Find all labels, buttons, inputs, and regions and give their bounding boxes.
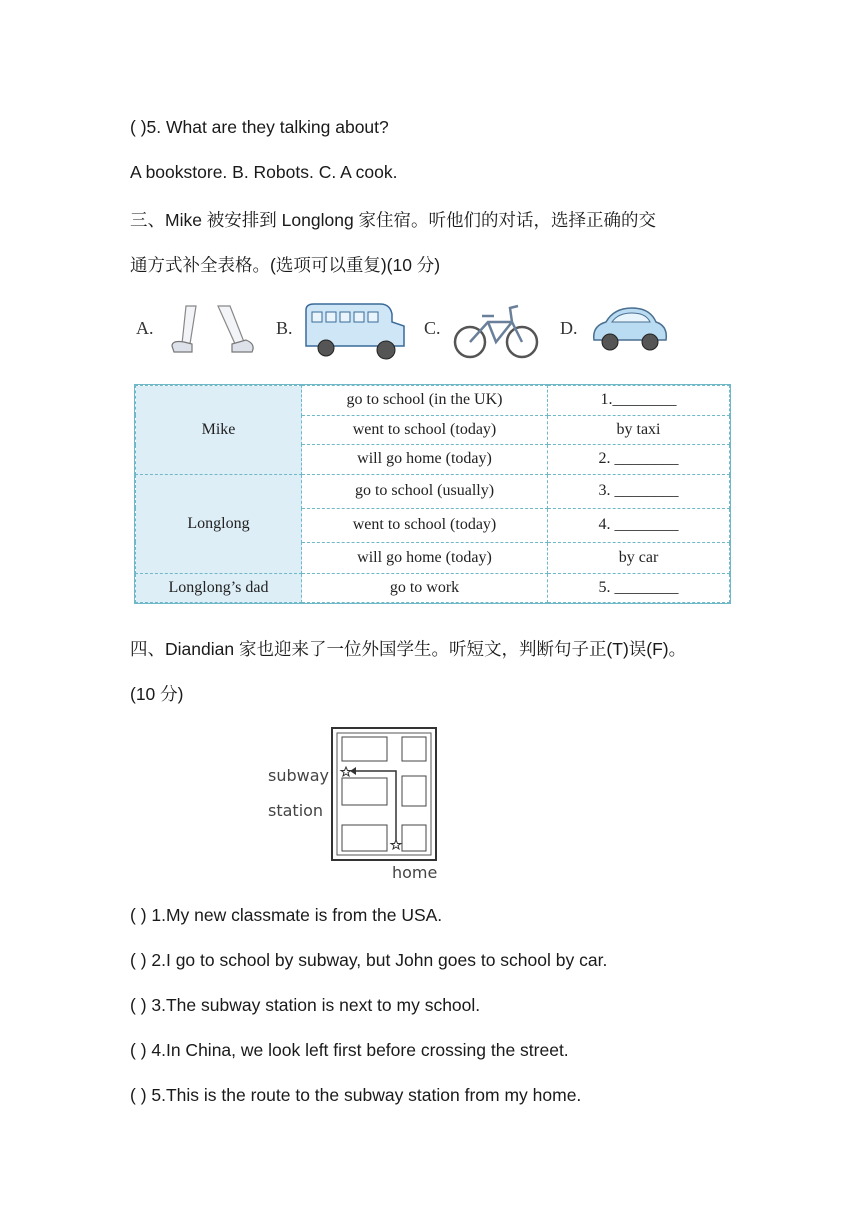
section-3-instruction-line1: 三、Mike 被安排到 Longlong 家住宿。听他们的对话，选择正确的交 xyxy=(130,210,657,230)
answer-cell: by taxi xyxy=(548,415,730,445)
answer-cell: by car xyxy=(548,542,730,573)
school-bus-icon xyxy=(302,300,410,362)
transport-table xyxy=(135,385,730,603)
question-5-options: A bookstore. B. Robots. C. A cook. xyxy=(130,162,398,182)
tf-item-5: ( ) 5.This is the route to the subway station from my home. xyxy=(130,1085,582,1105)
tf-item-1: ( ) 1.My new classmate is from the USA. xyxy=(130,905,443,925)
map-label-subway: subway xyxy=(268,766,329,785)
answer-cell[interactable]: 2. ________ xyxy=(548,445,730,475)
person-cell: Mike xyxy=(136,386,302,475)
answer-cell[interactable]: 5. ________ xyxy=(548,573,730,603)
map-label-station: station xyxy=(268,801,324,820)
option-d-label: D. xyxy=(560,318,578,338)
tf-item-2: ( ) 2.I go to school by subway, but John goes to school by car. xyxy=(130,950,608,970)
bicycle-icon xyxy=(452,300,540,362)
activity-cell: will go home (today) xyxy=(302,445,548,475)
tf-item-3: ( ) 3.The subway station is next to my school. xyxy=(130,995,481,1015)
section-4-instruction-line2: (10 分) xyxy=(130,684,184,704)
activity-cell: go to work xyxy=(302,573,548,603)
activity-cell: went to school (today) xyxy=(302,415,548,445)
option-b-label: B. xyxy=(276,318,293,338)
question-5: ( )5. What are they talking about? xyxy=(130,117,389,137)
car-icon xyxy=(588,300,670,362)
section-3-instruction-line2: 通方式补全表格。(选项可以重复)(10 分) xyxy=(130,255,441,275)
activity-cell: go to school (in the UK) xyxy=(302,386,548,416)
activity-cell: went to school (today) xyxy=(302,508,548,542)
person-cell: Longlong’s dad xyxy=(136,573,302,603)
activity-cell: go to school (usually) xyxy=(302,474,548,508)
answer-cell[interactable]: 3. ________ xyxy=(548,474,730,508)
transport-options xyxy=(130,300,730,368)
person-cell: Longlong xyxy=(136,474,302,573)
option-a-label: A. xyxy=(136,318,154,338)
route-map xyxy=(266,726,456,886)
tf-item-4: ( ) 4.In China, we look left first before crossing the street. xyxy=(130,1040,569,1060)
section-4-instruction-line1: 四、Diandian 家也迎来了一位外国学生。听短文，判断句子正(T)误(F)。 xyxy=(130,639,687,659)
map-label-home: home xyxy=(392,863,438,882)
answer-cell[interactable]: 4. ________ xyxy=(548,508,730,542)
option-c-label: C. xyxy=(424,318,441,338)
answer-cell[interactable]: 1.________ xyxy=(548,386,730,416)
walking-legs-icon xyxy=(166,300,256,362)
activity-cell: will go home (today) xyxy=(302,542,548,573)
